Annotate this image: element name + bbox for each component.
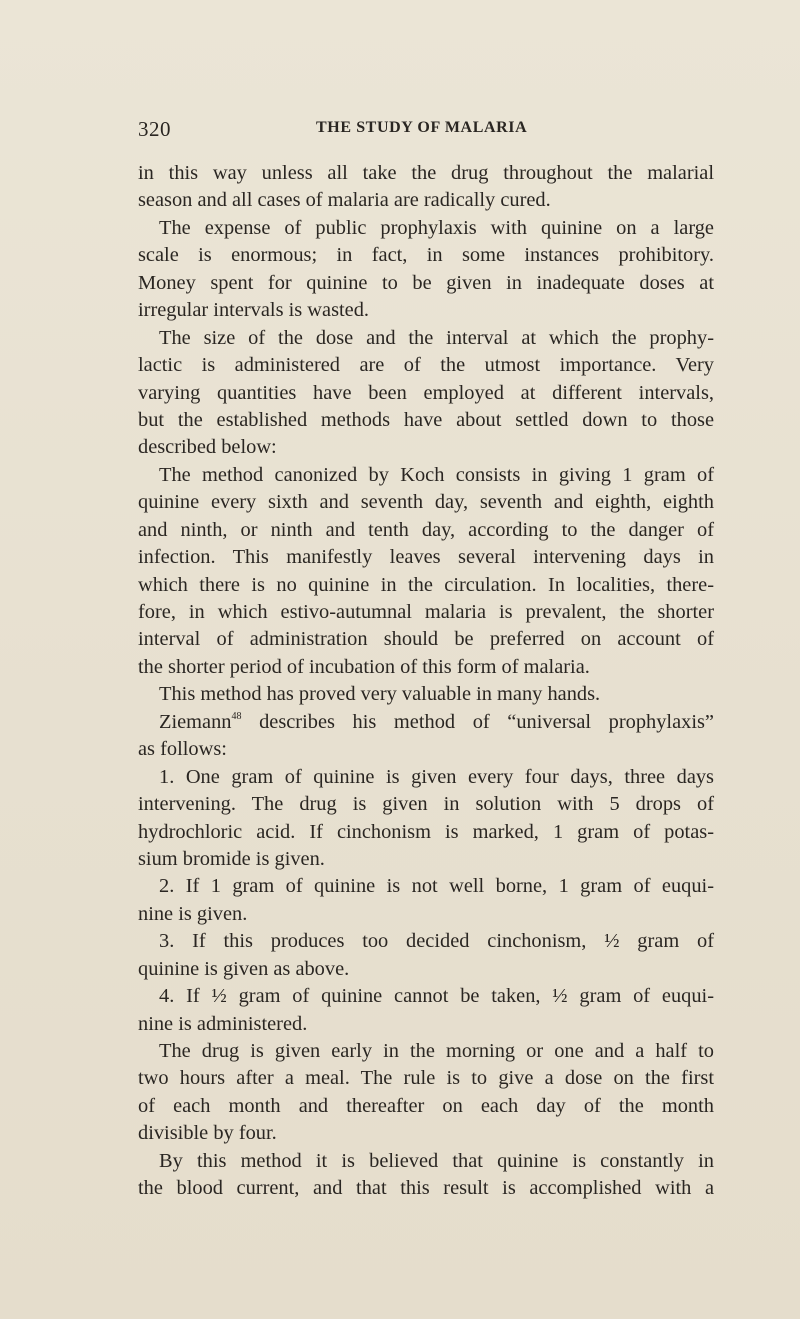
text-line-content: infection. This manifestly leaves several intervening days in xyxy=(138,546,714,569)
text-line-content: in this way unless all take the drug throughout the malarial xyxy=(138,162,714,184)
text-line xyxy=(138,572,714,599)
text-line-content: two hours after a meal. The rule is to give a dose on the first xyxy=(138,1067,714,1090)
text-line xyxy=(138,654,714,681)
text-line xyxy=(138,599,714,626)
text-line xyxy=(138,764,714,791)
text-line xyxy=(138,325,714,352)
text-line xyxy=(138,517,714,544)
body-text xyxy=(138,160,714,1203)
text-line-content: intervening. The drug is given in solution with 5 drops of xyxy=(138,793,714,816)
text-line-content: nine is given. xyxy=(138,902,248,925)
text-line-content: 2. If 1 gram of quinine is not well borne, 1 gram of euqui- xyxy=(159,875,714,898)
text-line-content: divisible by four. xyxy=(138,1122,277,1145)
running-head xyxy=(138,117,713,143)
text-line-content: season and all cases of malaria are radically cured. xyxy=(138,189,551,212)
text-line xyxy=(138,215,714,242)
text-line xyxy=(138,1175,714,1202)
text-line xyxy=(138,1065,714,1092)
text-line-content: irregular intervals is wasted. xyxy=(138,299,370,322)
text-line xyxy=(138,297,714,324)
text-line-content: 3. If this produces too decided cinchonism, ½ gram of xyxy=(159,930,714,953)
text-line-content: This method has proved very valuable in many hands. xyxy=(159,683,601,706)
text-line-content: The drug is given early in the morning or one and a half to xyxy=(159,1040,714,1062)
text-line xyxy=(138,736,714,763)
text-line xyxy=(138,242,714,269)
text-line-content: the shorter period of incubation of this form of malaria. xyxy=(138,655,590,678)
text-line xyxy=(138,1148,714,1175)
text-line xyxy=(138,956,714,983)
text-line-continuation: describes his method of “universal prophylaxis” xyxy=(241,710,714,733)
text-line-content: varying quantities have been employed at different intervals, xyxy=(138,381,714,404)
text-line xyxy=(138,270,714,297)
text-line-content: Money spent for quinine to be given in inadequate doses at xyxy=(138,271,714,294)
text-line-content: The expense of public prophylaxis with quinine on a large xyxy=(159,216,714,239)
running-title: THE STUDY OF MALARIA xyxy=(316,119,528,136)
text-line xyxy=(138,352,714,379)
text-line-content: fore, in which estivo-autumnal malaria is prevalent, the shorter xyxy=(138,601,714,623)
page-number: 320 xyxy=(138,117,171,141)
text-line xyxy=(138,380,714,407)
text-line xyxy=(138,1011,714,1038)
text-line xyxy=(138,1093,714,1120)
text-line xyxy=(138,489,714,516)
text-line xyxy=(138,681,714,708)
text-line xyxy=(138,901,714,928)
footnote-reference: 48 xyxy=(231,710,242,722)
text-line-content: 4. If ½ gram of quinine cannot be taken, ½ gram of euqui- xyxy=(159,985,714,1008)
text-line-content: of each month and thereafter on each day of the month xyxy=(138,1094,714,1117)
text-line-content: scale is enormous; in fact, in some instances prohibitory. xyxy=(138,244,714,267)
text-line-content: the blood current, and that this result is accomplished with a xyxy=(138,1177,714,1200)
text-line-content: By this method it is believed that quinine is constantly in xyxy=(159,1149,714,1172)
text-line xyxy=(138,462,714,489)
text-line-content: Ziemann xyxy=(159,710,232,733)
text-line xyxy=(138,626,714,653)
text-line xyxy=(138,819,714,846)
text-line xyxy=(138,434,714,461)
text-line xyxy=(138,1038,714,1065)
text-line xyxy=(138,407,714,434)
text-line xyxy=(138,709,714,736)
text-line xyxy=(138,983,714,1010)
text-line-content: lactic is administered are of the utmost importance. Very xyxy=(138,354,714,377)
text-line-content: 1. One gram of quinine is given every four days, three days xyxy=(159,765,714,788)
text-line-content: The size of the dose and the interval at which the prophy- xyxy=(159,326,714,349)
text-line xyxy=(138,544,714,571)
text-line xyxy=(138,187,714,214)
text-line-content: The method canonized by Koch consists in giving 1 gram of xyxy=(159,463,714,486)
text-line-content: hydrochloric acid. If cinchonism is marked, 1 gram of potas- xyxy=(138,820,714,843)
text-line xyxy=(138,928,714,955)
text-line xyxy=(138,846,714,873)
text-line-content: which there is no quinine in the circulation. In localities, there- xyxy=(138,573,714,596)
text-line xyxy=(138,1120,714,1147)
text-line xyxy=(138,873,714,900)
text-line-content: as follows: xyxy=(138,738,227,761)
text-line xyxy=(138,791,714,818)
text-line xyxy=(138,160,714,187)
text-line-content: but the established methods have about settled down to those xyxy=(138,408,714,431)
text-line-content: described below: xyxy=(138,436,277,459)
text-line-content: quinine is given as above. xyxy=(138,957,350,980)
text-line-content: and ninth, or ninth and tenth day, according to the danger of xyxy=(138,518,714,541)
text-line-content: sium bromide is given. xyxy=(138,847,325,870)
text-line-content: nine is administered. xyxy=(138,1012,308,1035)
text-line-content: interval of administration should be preferred on account of xyxy=(138,628,714,651)
text-line-content: quinine every sixth and seventh day, seventh and eighth, eighth xyxy=(138,491,714,514)
